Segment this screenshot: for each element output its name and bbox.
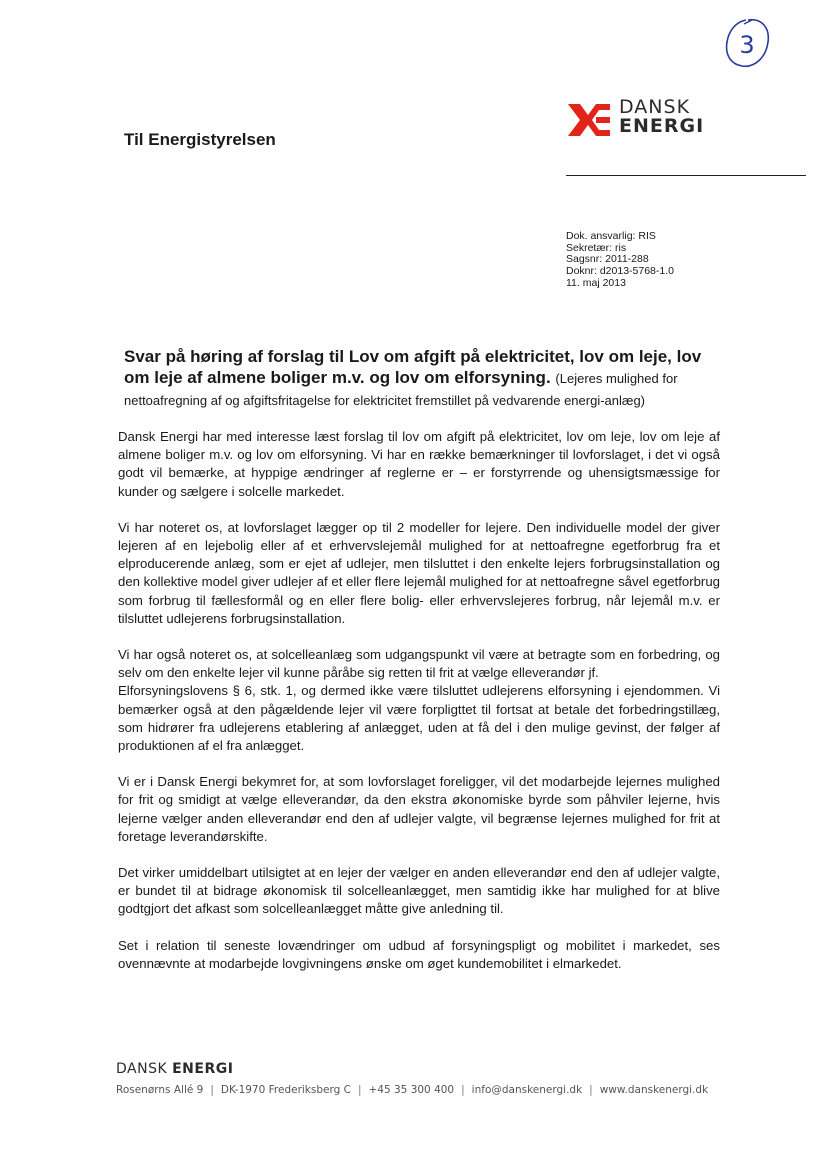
footer-city: DK-1970 Frederiksberg C [220, 1084, 351, 1096]
meta-case-number: Sagsnr: 2011-288 [566, 253, 649, 266]
footer-contact: Rosenørns Allé 9 | DK-1970 Frederiksberg C | +45 35 300 400 | info@danskenergi.dk | www.danskenergi.dk [116, 1084, 709, 1096]
logo-line-1: DANSK [619, 96, 691, 118]
footer-brand-2: ENERGI [172, 1061, 234, 1077]
paragraph: Det virker umiddelbart utilsigtet at en lejer der vælger en anden elleverandør end den af udlejer valgte, er bundet til at bidrage økonomisk til solcelleanlægget, men samtidig ikke har mulighed for at blive godtgjort det afkast som solcelleanlægget måtte give anledning til. [118, 865, 720, 917]
footer-brand-1: DANSK [116, 1061, 168, 1077]
paragraph: Vi har noteret os, at lovforslaget lægger op til 2 modeller for lejere. Den individuelle model der giver lejeren af en lejebolig eller af et erhvervslejemål mulighed for at nettoafregne egetforbrug fra et elproducerende anlæg, som er ejet af udlejer, men tilsluttet i den enkelte lejers forbrugsinstallation og den kollektive model giver udlejer af et eller flere lejemål mulighed for at nettoafregne såvel egetforbrug som forbrug til fællesformål og en eller flere bolig- eller erhvervslejeres forbrug, når lejemål m.v. er tilsluttet udlejerens forbrugsinstallation. [118, 519, 720, 626]
paragraph: Elforsyningslovens § 6, stk. 1, og dermed ikke være tilsluttet udlejerens elforsyning i ejendommen. Vi bemærker også at den pågældende lejer vil være forpligttet til fortsat at betale det forbedringstillæg, som hidrører fra udlejerens etablering af anlægget, uden at få del i den mulige gevinst, der følger af produktionen af el fra anlægget. [118, 683, 720, 754]
title-main: Svar på høring af forslag til Lov om afgift på elektricitet, lov om leje, lov om leje af almene boliger m.v. og lov om elforsyning. [124, 347, 702, 387]
meta-responsible: Dok. ansvarlig: RIS [566, 230, 656, 242]
footer-address: Rosenørns Allé 9 [116, 1084, 204, 1096]
stamp-number: 3 [739, 31, 755, 59]
letter-body [118, 428, 720, 991]
title-subtitle: (Lejeres mulighed for nettoafregning af og afgiftsfritagelse for elektricitet fremstillet på vedvarende energi-anlæg) [124, 371, 678, 408]
header-rule [566, 175, 806, 176]
footer-brand [116, 1061, 233, 1077]
paragraph: Vi er i Dansk Energi bekymret for, at som lovforslaget foreligger, vil det modarbejde lejernes mulighed for frit og smidigt at vælge elleverandør, da den ekstra økonomiske byrde som påhviler lejerne, hvis lejerne vælger anden elleverandør end den af udlejer valgte, vil begrænse lejernes mulighed for frit at foretage leverandørskifte. [118, 774, 720, 844]
recipient: Til Energistyrelsen [124, 130, 276, 149]
footer-email: info@danskenergi.dk [471, 1084, 583, 1096]
footer-phone: +45 35 300 400 [368, 1084, 455, 1096]
dansk-energi-logo [566, 98, 716, 148]
footer-web: www.danskenergi.dk [599, 1084, 709, 1096]
handwritten-number-stamp [722, 16, 774, 72]
meta-date: 11. maj 2013 [566, 276, 626, 289]
logo-line-2: ENERGI [619, 115, 705, 137]
paragraph: Dansk Energi har med interesse læst forslag til lov om afgift på elektricitet, lov om leje, lov om leje af almene boliger m.v. og lov om elforsyning. Vi har en række bemærkninger til lovforslaget, i det vi også godt vil bemærke, at hyppige ændringer af reglerne er – er forstyrrende og uhensigtsmæssige for kunder og sælgere i solcelle markedet. [118, 429, 720, 499]
meta-secretary: Sekretær: ris [566, 241, 627, 254]
paragraph: Set i relation til seneste lovændringer om udbud af forsyningspligt og mobilitet i markedet, ses ovennævnte at modarbejde lovgivningens ønske om øget kundemobilitet i elmarkedet. [118, 937, 720, 971]
meta-document-number: Doknr: d2013-5768-1.0 [566, 265, 674, 278]
letter-title [124, 346, 724, 411]
dansk-energi-logo-mark-icon [566, 100, 612, 140]
document-meta [566, 231, 674, 290]
paragraph: Vi har også noteret os, at solcelleanlæg som udgangspunkt vil være at betragte som en forbedring, og selv om den enkelte lejer vil kunne påråbe sig retten til frit at vælge elleverandør jf. [118, 647, 720, 681]
